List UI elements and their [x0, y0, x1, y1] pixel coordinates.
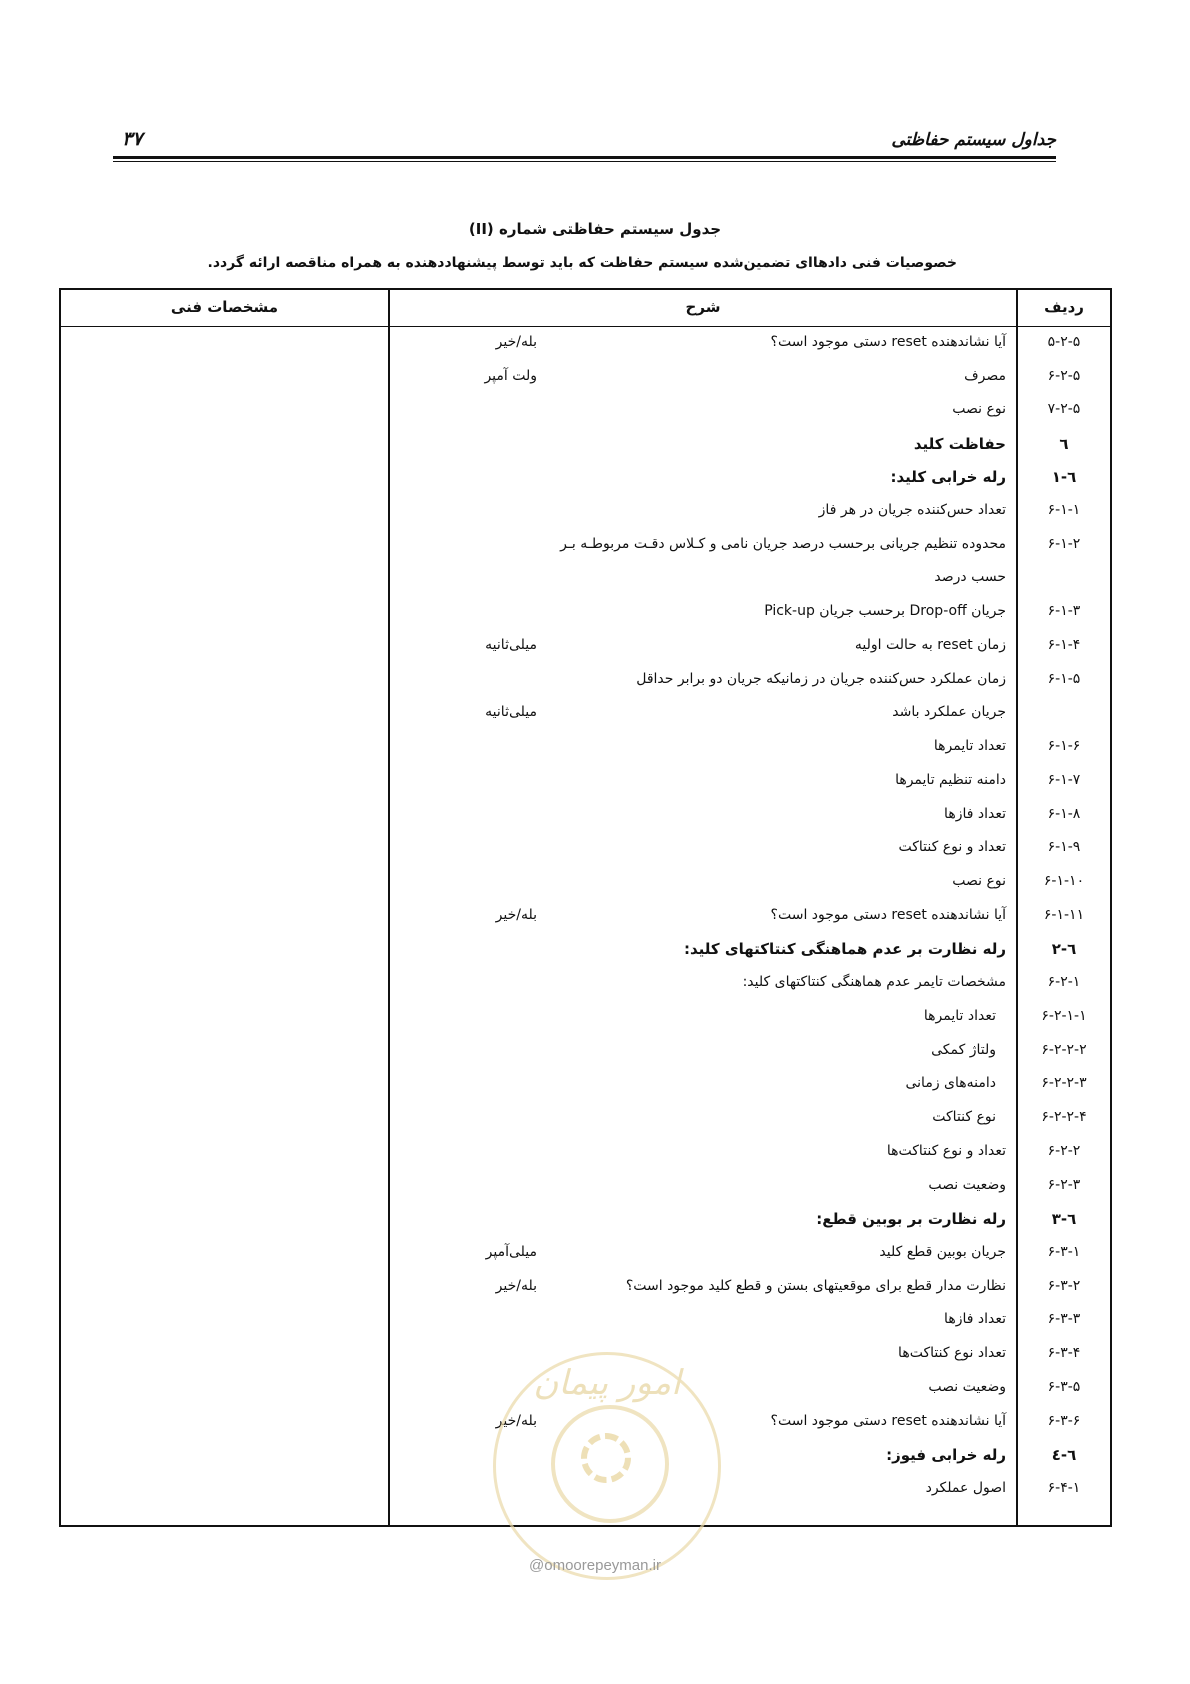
table-row — [61, 360, 1110, 394]
table-row — [61, 629, 1110, 663]
table-row — [61, 663, 1110, 697]
row-unit: ولت آمپر — [484, 368, 537, 384]
table-row — [61, 393, 1110, 427]
row-number: ۶-۱-۲ — [1047, 536, 1081, 552]
table-row — [61, 1270, 1110, 1304]
table-subtitle: خصوصیات فنی دادهاای تضمین‌شده سیستم حفاظت که باید توسط پیشنهاددهنده به همراه مناقصه ارائه گردد. — [207, 255, 957, 271]
row-number: ۷-۲-۵ — [1047, 401, 1081, 417]
row-description: زمان reset به حالت اولیه — [854, 637, 1006, 653]
header-rule-thick — [113, 156, 1056, 159]
row-description: اصول عملکرد — [925, 1480, 1006, 1496]
watermark-site: @omoorepeyman.ir — [529, 1557, 661, 1574]
table-row — [61, 1034, 1110, 1068]
row-number: ۶-۱-۹ — [1047, 839, 1081, 855]
table-row — [61, 1000, 1110, 1034]
table-row — [61, 427, 1110, 461]
spec-table — [59, 288, 1112, 1527]
row-number: ٦-٤ — [1051, 1446, 1077, 1464]
row-unit: بله/خیر — [495, 334, 537, 350]
row-description: وضعیت نصب — [928, 1177, 1006, 1193]
table-row — [61, 798, 1110, 832]
table-row — [61, 561, 1110, 595]
table-row — [61, 1101, 1110, 1135]
row-description: نوع کنتاکت — [932, 1109, 996, 1125]
row-number: ۶-۱-۷ — [1047, 772, 1081, 788]
row-description: رله خرابی کلید: — [890, 468, 1006, 486]
row-description: جریان بوبین قطع کلید — [879, 1244, 1006, 1260]
row-description: تعداد تایمرها — [933, 738, 1006, 754]
table-row — [61, 1169, 1110, 1203]
row-number: ۶-۳-۶ — [1047, 1413, 1081, 1429]
row-number: ۶-۴-۱ — [1047, 1480, 1081, 1496]
row-number: ۶-۱-۵ — [1047, 671, 1081, 687]
row-number: ٦-١ — [1051, 468, 1077, 486]
row-number: ۶-۲-۲-۴ — [1041, 1109, 1087, 1125]
row-description: رله نظارت بر عدم هماهنگی کنتاکتهای کلید: — [683, 940, 1006, 958]
row-description: حفاظت کلید — [913, 435, 1006, 453]
row-description: حسب درصد — [934, 569, 1006, 585]
column-header-row-number: ردیف — [1044, 298, 1084, 316]
table-row — [61, 1135, 1110, 1169]
running-header-title: جداول سیستم حفاظتی — [891, 130, 1056, 150]
row-number: ۶-۲-۱ — [1047, 974, 1081, 990]
row-description: دامنه تنظیم تایمرها — [895, 772, 1006, 788]
row-description: رله نظارت بر بوبین قطع: — [816, 1210, 1006, 1228]
row-number: ۵-۲-۵ — [1047, 334, 1081, 350]
row-description: نوع نصب — [952, 873, 1006, 889]
table-row — [61, 831, 1110, 865]
table-row — [61, 966, 1110, 1000]
row-number: ۶-۱-۱ — [1047, 502, 1081, 518]
header-rule-thin — [113, 161, 1056, 162]
row-description: تعداد و نوع کنتاکت‌ها — [886, 1143, 1006, 1159]
row-number: ۶-۳-۲ — [1047, 1278, 1081, 1294]
row-number: ۶-۲-۵ — [1047, 368, 1081, 384]
watermark-logo-text: امور پیمان — [533, 1363, 681, 1403]
row-description: رله خرابی فیوز: — [886, 1446, 1006, 1464]
row-description: آیا نشاندهنده reset دستی موجود است؟ — [770, 1413, 1006, 1429]
page-number: ۳۷ — [122, 128, 143, 150]
row-number: ۶-۳-۱ — [1047, 1244, 1081, 1260]
row-number: ٦ — [1059, 435, 1069, 453]
table-row — [61, 730, 1110, 764]
column-header-description: شرح — [685, 298, 721, 316]
row-number: ۶-۱-۱۰ — [1043, 873, 1085, 889]
row-unit: بله/خیر — [495, 1278, 537, 1294]
row-description: تعداد فازها — [944, 806, 1006, 822]
row-number: ۶-۱-۴ — [1047, 637, 1081, 653]
row-number: ۶-۲-۲ — [1047, 1143, 1081, 1159]
row-description: محدوده تنظیم جریانی برحسب درصد جریان نامی و کـلاس دقـت مربوطـه بـر — [560, 536, 1006, 552]
table-row — [61, 528, 1110, 562]
row-number: ۶-۲-۲-۳ — [1041, 1075, 1087, 1091]
row-unit: بله/خیر — [495, 907, 537, 923]
row-description: جریان Drop-off برحسب جریان Pick-up — [764, 603, 1006, 619]
row-number: ٦-٢ — [1051, 940, 1077, 958]
row-description: آیا نشاندهنده reset دستی موجود است؟ — [770, 334, 1006, 350]
column-header-technical-specs: مشخصات فنی — [170, 298, 279, 316]
row-description: ولتاژ کمکی — [931, 1042, 996, 1058]
row-number: ٦-٣ — [1051, 1210, 1077, 1228]
table-row — [61, 1202, 1110, 1236]
row-number: ۶-۲-۲-۲ — [1041, 1042, 1087, 1058]
table-row — [61, 865, 1110, 899]
table-caption: جدول سیستم حفاظتی شماره (II) — [468, 220, 722, 238]
row-unit: میلی‌ثانیه — [485, 637, 537, 653]
row-number: ۶-۱-۱۱ — [1043, 907, 1085, 923]
row-description: نظارت مدار قطع برای موقعیتهای بستن و قطع کلید موجود است؟ — [625, 1278, 1006, 1294]
row-description: نوع نصب — [952, 401, 1006, 417]
row-number: ۶-۲-۳ — [1047, 1177, 1081, 1193]
table-row — [61, 595, 1110, 629]
watermark-site-text: omoorepeyman.ir — [544, 1557, 661, 1574]
row-description: تعداد فازها — [944, 1311, 1006, 1327]
row-description: تعداد نوع کنتاکت‌ها — [898, 1345, 1006, 1361]
row-number: ۶-۱-۳ — [1047, 603, 1081, 619]
row-description: مصرف — [964, 368, 1006, 384]
gear-icon — [581, 1433, 631, 1483]
table-row — [61, 326, 1110, 360]
table-row — [61, 764, 1110, 798]
table-row — [61, 494, 1110, 528]
row-number: ۶-۳-۴ — [1047, 1345, 1081, 1361]
row-description: تعداد حس‌کننده جریان در هر فاز — [818, 502, 1006, 518]
row-unit: بله/خیر — [495, 1413, 537, 1429]
row-number: ۶-۳-۵ — [1047, 1379, 1081, 1395]
row-description: دامنه‌های زمانی — [905, 1075, 996, 1091]
table-row — [61, 899, 1110, 933]
table-row — [61, 460, 1110, 494]
row-description: مشخصات تایمر عدم هماهنگی کنتاکتهای کلید: — [742, 974, 1006, 990]
row-number: ۶-۱-۸ — [1047, 806, 1081, 822]
watermark-logo — [493, 1352, 721, 1580]
row-description: تعداد تایمرها — [923, 1008, 996, 1024]
row-description: آیا نشاندهنده reset دستی موجود است؟ — [770, 907, 1006, 923]
table-row — [61, 1067, 1110, 1101]
row-number: ۶-۳-۳ — [1047, 1311, 1081, 1327]
row-unit: میلی‌ثانیه — [485, 704, 537, 720]
table-row — [61, 932, 1110, 966]
table-row — [61, 1303, 1110, 1337]
row-description: تعداد و نوع کنتاکت — [898, 839, 1006, 855]
row-number: ۶-۲-۱-۱ — [1041, 1008, 1087, 1024]
table-row — [61, 696, 1110, 730]
row-number: ۶-۱-۶ — [1047, 738, 1081, 754]
row-description: زمان عملکرد حس‌کننده جریان در زمانیکه جریان دو برابر حداقل — [636, 671, 1006, 687]
table-row — [61, 1236, 1110, 1270]
row-unit: میلی‌آمپر — [485, 1244, 537, 1260]
row-description: وضعیت نصب — [928, 1379, 1006, 1395]
row-description: جریان عملکرد باشد — [892, 704, 1006, 720]
